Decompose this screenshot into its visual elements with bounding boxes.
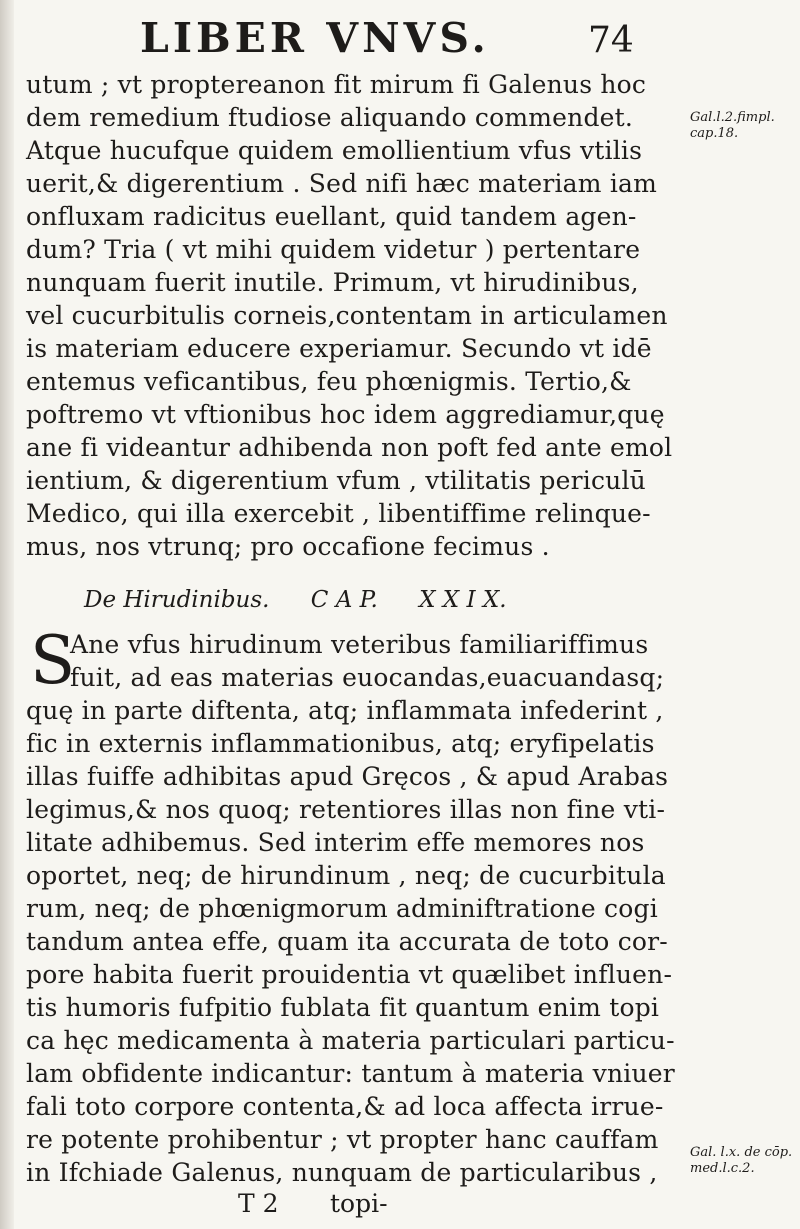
- text-line: illas fuiffe adhibitas apud Gręcos , & apud Arabas: [26, 762, 669, 791]
- text-line: onfluxam radicitus euellant, quid tandem agen-: [26, 202, 637, 231]
- text-line: tis humoris fufpitio fublata fit quantum enim topi: [26, 993, 660, 1022]
- text-line: tandum antea effe, quam ita accurata de toto cor-: [26, 927, 668, 956]
- chapter-number: X X I X.: [419, 587, 507, 613]
- text-line: legimus,& nos quoq; retentiores illas non fine vti-: [26, 795, 666, 824]
- chapter-label: C A P.: [310, 587, 378, 613]
- text-line: fuit, ad eas materias euocandas,euacuandasq;: [70, 663, 665, 692]
- text-line: ca hęc medicamenta à materia particulari particu-: [26, 1026, 675, 1055]
- text-line: poftremo vt vftionibus hoc idem aggrediamur,quę: [26, 400, 665, 429]
- text-line: mus, nos vtrunq; pro occafione fecimus .: [26, 532, 550, 561]
- margin-note: [690, 110, 775, 142]
- text-line: utum ; vt proptereanon fit mirum fi Galenus hoc: [26, 70, 647, 99]
- text-line: vel cucurbitulis corneis,contentam in articulamen: [26, 301, 668, 330]
- text-line: lam obfidente indicantur: tantum à materia vniuer: [26, 1059, 675, 1088]
- text-line: in Ifchiade Galenus, nunquam de particularibus ,: [26, 1158, 658, 1187]
- margin-note: [690, 1145, 792, 1177]
- gutter-shadow: [0, 0, 14, 1229]
- text-line: ientium, & digerentium vfum , vtilitatis periculū: [26, 466, 646, 495]
- text-line: dem remedium ftudiose aliquando commendet.: [26, 103, 634, 132]
- text-line: quę in parte diftenta, atq; inflammata infederint ,: [26, 696, 664, 725]
- margin-note-line: med.l.c.2.: [690, 1161, 755, 1176]
- page-header: [0, 14, 800, 74]
- signature-mark: T 2: [238, 1189, 279, 1218]
- text-line: is materiam educere experiamur. Secundo vt idē: [26, 334, 652, 363]
- chapter-title: De Hirudinibus.: [84, 587, 270, 613]
- running-head: LIBER VNVS.: [140, 14, 490, 62]
- text-line: re potente prohibentur ; vt propter hanc cauffam: [26, 1125, 659, 1154]
- margin-note-line: Gal. l.x. de cōp.: [690, 1145, 793, 1160]
- catchword: topi-: [330, 1189, 388, 1218]
- text-line: litate adhibemus. Sed interim effe memores nos: [26, 828, 645, 857]
- text-line: fic in externis inflammationibus, atq; eryfipelatis: [26, 729, 655, 758]
- text-line: fali toto corpore contenta,& ad loca affecta irrue-: [26, 1092, 664, 1121]
- chapter-heading: [84, 587, 541, 613]
- text-line: entemus veficantibus, feu phœnigmis. Tertio,&: [26, 367, 632, 396]
- text-line: uerit,& digerentium . Sed nifi hæc materiam iam: [26, 169, 658, 198]
- text-line: ane fi videantur adhibenda non poft fed ante emol: [26, 433, 673, 462]
- drop-cap: S: [30, 622, 76, 699]
- text-line: Atque hucufque quidem emollientium vfus vtilis: [26, 136, 643, 165]
- margin-note-line: cap.18.: [690, 126, 739, 141]
- text-line: nunquam fuerit inutile. Primum, vt hirudinibus,: [26, 268, 639, 297]
- text-line: rum, neq; de phœnigmorum adminiftratione cogi: [26, 894, 658, 923]
- page-footer: [0, 1187, 800, 1221]
- margin-note-line: Gal.l.2.fimpl.: [690, 110, 775, 125]
- page-number: 74: [588, 20, 634, 61]
- text-line: pore habita fuerit prouidentia vt quælibet influen-: [26, 960, 673, 989]
- text-line: oportet, neq; de hirundinum , neq; de cucurbitula: [26, 861, 666, 890]
- text-line: Medico, qui illa exercebit , libentiffime relinque-: [26, 499, 651, 528]
- text-line: Ane vfus hirudinum veteribus familiariffimus: [70, 630, 649, 659]
- text-line: dum? Tria ( vt mihi quidem videtur ) pertentare: [26, 235, 641, 264]
